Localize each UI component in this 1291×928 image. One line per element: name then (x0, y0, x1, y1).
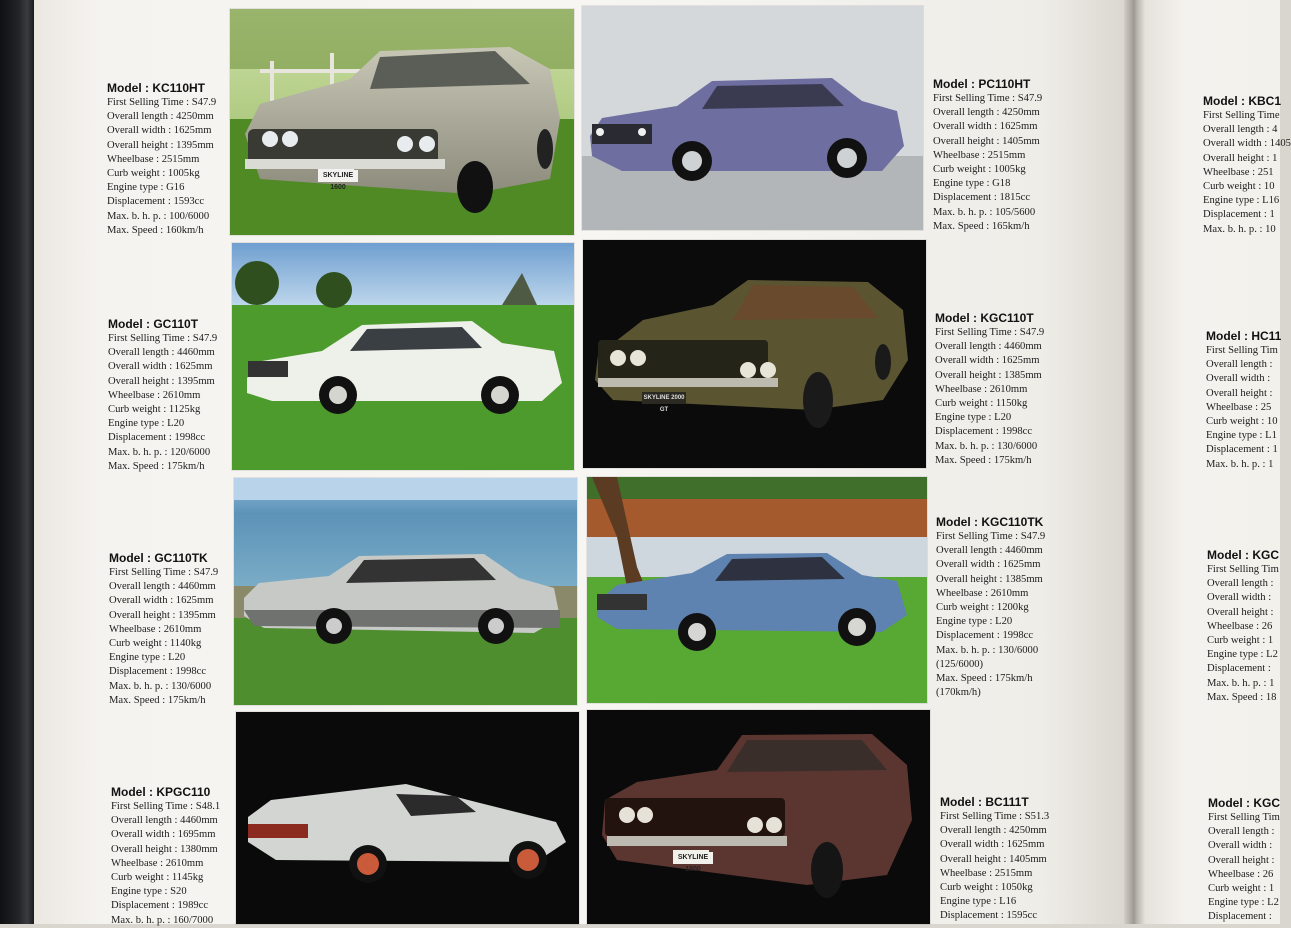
plate-skyline-1800: SKYLINE 1800 (673, 852, 713, 864)
spec-line: Engine type : L20 (935, 412, 1012, 424)
spec-line: Curb weight : 1 (1208, 883, 1275, 895)
spec-line: Overall length : 4460mm (935, 341, 1042, 353)
spec-block-kgc-b (1208, 796, 1280, 925)
spec-line: Overall length : 4460mm (109, 581, 216, 593)
model-title: Model : KGC110TK (936, 515, 1044, 529)
spec-line: Overall length : 4250mm (940, 825, 1047, 837)
spec-line: First Selling Time : S48.1 (111, 801, 221, 812)
spec-line: Overall width : 1695mm (111, 829, 216, 841)
spec-line: First Selling Time : S47.9 (935, 327, 1045, 338)
spec-block-kbc1 (1203, 94, 1291, 237)
spec-line: Max. b. h. p. : 1 (1206, 458, 1274, 470)
spec-line: Displacement : 1 (1206, 444, 1278, 456)
spec-block-pc110ht (933, 77, 1042, 234)
spec-line: Overall height : (1207, 606, 1274, 618)
spec-line: Overall width : (1207, 592, 1272, 604)
spec-line: Curb weight : 1125kg (108, 404, 201, 416)
spec-line: Overall length : (1208, 826, 1275, 838)
spec-line: Displacement : 1989cc (111, 900, 209, 912)
spec-line: Max. b. h. p. : 10 (1203, 223, 1276, 235)
spec-line: Max. Speed : 160km/h (107, 224, 204, 236)
spec-line: Engine type : L2 (1208, 897, 1279, 909)
spec-line: Wheelbase : 26 (1207, 620, 1273, 632)
spec-line: Displacement : 1998cc (108, 432, 206, 444)
spec-line: Max. Speed : 175km/h (109, 694, 206, 706)
spec-block-gc110t (108, 317, 217, 474)
spec-line: Curb weight : 1005kg (933, 164, 1026, 176)
model-title: Model : GC110T (108, 317, 199, 331)
spec-line: Curb weight : 1140kg (109, 638, 202, 650)
spec-line: Engine type : G16 (107, 182, 185, 194)
spec-line: Wheelbase : 2610mm (108, 389, 201, 401)
spec-line: Displacement : (1207, 663, 1271, 675)
model-title: Model : PC110HT (933, 77, 1031, 91)
spec-line: Displacement : 1593cc (107, 196, 205, 208)
spec-line: Max. b. h. p. : 160/7000 (111, 914, 214, 926)
spec-line: Max. b. h. p. : 120/6000 (108, 446, 211, 458)
photo-gc110tk (234, 478, 577, 705)
spec-line: Overall length : 4 (1203, 124, 1278, 136)
spec-line: Engine type : L20 (108, 418, 185, 430)
spec-line: Wheelbase : 26 (1208, 868, 1274, 880)
spec-line: Overall length : (1207, 578, 1274, 590)
spec-line: Engine type : L20 (936, 616, 1013, 628)
spec-line: Overall width : 1625mm (935, 355, 1040, 367)
photo-kpgc110 (236, 712, 579, 924)
photo-gc110t (232, 243, 574, 470)
model-title: Model : HC11 (1206, 329, 1282, 343)
spec-line: Max. b. h. p. : 130/6000 (936, 644, 1039, 656)
model-title: Model : KBC1 (1203, 94, 1281, 108)
spec-line: Max. b. h. p. : 100/6000 (107, 210, 210, 222)
photo-pc110ht (582, 6, 923, 230)
spec-line: Curb weight : 1200kg (936, 602, 1029, 614)
spec-line: Curb weight : 1 (1207, 635, 1274, 647)
spec-line: Overall width : 1625mm (933, 121, 1038, 133)
spec-line: Displacement : 1998cc (109, 666, 207, 678)
plate-skyline-2000gt: SKYLINE 2000 GT (642, 392, 686, 404)
spec-line: Max. b. h. p. : 105/5600 (933, 206, 1036, 218)
spec-line: Wheelbase : 2610mm (936, 587, 1029, 599)
spec-line: Overall width : 1625mm (109, 595, 214, 607)
spec-block-kgc110t (935, 311, 1044, 468)
spec-line: Overall height : 1405mm (940, 853, 1047, 865)
spec-line: First Selling Tim (1207, 564, 1279, 575)
model-title: Model : KGC (1207, 548, 1279, 562)
page-gutter (1124, 0, 1146, 924)
spec-line: Displacement : 1 (1203, 209, 1275, 221)
spec-line: Wheelbase : 251 (1203, 166, 1274, 178)
spec-line: Max. Speed : 175km/h (108, 460, 205, 472)
spec-line: Overall length : (1206, 359, 1273, 371)
spec-line: First Selling Tim (1208, 812, 1280, 823)
spec-line: Overall width : 1405 (1203, 138, 1291, 150)
spec-line: Wheelbase : 2515mm (933, 149, 1026, 161)
spec-line: Overall width : 1625mm (108, 361, 213, 373)
model-title: Model : KC110HT (107, 81, 206, 95)
model-title: Model : KGC110T (935, 311, 1034, 325)
spec-block-gc110tk (109, 551, 218, 708)
spec-line: First Selling Time : S47.9 (109, 567, 219, 578)
spec-line: Max. Speed : 165km/h (933, 220, 1030, 232)
spec-line: Overall width : 1625mm (936, 559, 1041, 571)
spec-line: Overall height : 1380mm (111, 843, 218, 855)
spec-line: Overall height : 1385mm (935, 369, 1042, 381)
model-title: Model : KGC (1208, 796, 1280, 810)
spec-block-kc110ht (107, 81, 216, 238)
spec-line: Wheelbase : 25 (1206, 401, 1272, 413)
spec-line: Overall length : 4250mm (107, 111, 214, 123)
spec-line: Max. b. h. p. : 130/6000 (109, 680, 212, 692)
spec-line: Curb weight : 1050kg (940, 882, 1033, 894)
spec-line: First Selling Time : S47.9 (107, 97, 217, 108)
spec-line: Curb weight : 1005kg (107, 168, 200, 180)
spec-line: Displacement : 1998cc (936, 630, 1034, 642)
spec-line: Overall height : (1208, 854, 1275, 866)
spec-line: Displacement : 1595cc (940, 910, 1038, 922)
spec-line: Overall height : 1 (1203, 152, 1278, 164)
spec-line: (170km/h) (936, 687, 981, 699)
spec-line: Engine type : L1 (1206, 430, 1277, 442)
spec-line: First Selling Time : S47.9 (933, 93, 1043, 104)
spec-line: First Selling Time : S51.3 (940, 811, 1050, 822)
spec-line: Displacement : 1815cc (933, 192, 1031, 204)
spec-block-hc11 (1206, 329, 1281, 472)
spec-block-kgc110tk (936, 515, 1045, 700)
spec-line: Engine type : L2 (1207, 649, 1278, 661)
spec-line: Overall length : 4250mm (933, 107, 1040, 119)
plate-skyline-1600: SKYLINE 1600 (318, 170, 358, 182)
spec-line: Wheelbase : 2610mm (109, 623, 202, 635)
spec-line: (125/6000) (936, 658, 984, 670)
spec-line: Curb weight : 10 (1206, 416, 1278, 428)
spec-line: Wheelbase : 2515mm (107, 153, 200, 165)
spec-line: Overall height : 1395mm (109, 609, 216, 621)
spec-line: Overall height : 1395mm (107, 139, 214, 151)
spec-line: Engine type : S20 (111, 886, 187, 898)
spec-block-kgc-a (1207, 548, 1279, 705)
spec-line: Overall width : (1208, 840, 1273, 852)
spec-line: First Selling Tim (1206, 345, 1278, 356)
model-title: Model : GC110TK (109, 551, 208, 565)
photo-kgc110t (583, 240, 926, 468)
spec-line: Max. Speed : 18 (1207, 691, 1277, 703)
spec-line: Max. b. h. p. : 1 (1207, 677, 1275, 689)
spec-line: Max. Speed : 175km/h (936, 673, 1033, 685)
spec-line: Wheelbase : 2610mm (935, 383, 1028, 395)
photo-bc111t (587, 710, 930, 924)
model-title: Model : BC111T (940, 795, 1029, 809)
spec-line: Overall height : 1405mm (933, 135, 1040, 147)
spec-line: First Selling Time : S47.9 (108, 333, 218, 344)
spec-line: Overall height : (1206, 387, 1273, 399)
spec-line: Overall length : 4460mm (111, 815, 218, 827)
spec-line: Engine type : L16 (940, 896, 1017, 908)
spec-line: Overall width : (1206, 373, 1271, 385)
spec-line: Displacement : 1998cc (935, 426, 1033, 438)
spec-line: Curb weight : 1145kg (111, 872, 204, 884)
spec-line: First Selling Time : S47.9 (936, 531, 1046, 542)
photo-kgc110tk (587, 477, 927, 703)
spec-line: Max. b. h. p. : 130/6000 (935, 440, 1038, 452)
spec-line: Overall height : 1395mm (108, 375, 215, 387)
spec-line: Overall width : 1625mm (940, 839, 1045, 851)
spec-line: Overall length : 4460mm (936, 545, 1043, 557)
spec-line: Curb weight : 10 (1203, 181, 1275, 193)
spec-line: Wheelbase : 2515mm (940, 867, 1033, 879)
spec-line: First Selling Time (1203, 110, 1280, 121)
photo-kc110ht (230, 9, 574, 235)
spec-line: Overall width : 1625mm (107, 125, 212, 137)
spec-line: Overall height : 1385mm (936, 573, 1043, 585)
spec-line: Engine type : L16 (1203, 195, 1280, 207)
spec-block-kpgc110 (111, 785, 220, 928)
spec-block-bc111t (940, 795, 1049, 924)
spec-line: Curb weight : 1150kg (935, 398, 1028, 410)
spec-line: Overall length : 4460mm (108, 347, 215, 359)
spec-line: Max. Speed : 175km/h (935, 454, 1032, 466)
spec-line: Engine type : L20 (109, 652, 186, 664)
spec-line: Engine type : G18 (933, 178, 1011, 190)
right-page-text (1200, 0, 1291, 924)
book-binding (0, 0, 34, 924)
spec-line: Displacement : (1208, 911, 1272, 923)
model-title: Model : KPGC110 (111, 785, 211, 799)
spec-line: Wheelbase : 2610mm (111, 857, 204, 869)
